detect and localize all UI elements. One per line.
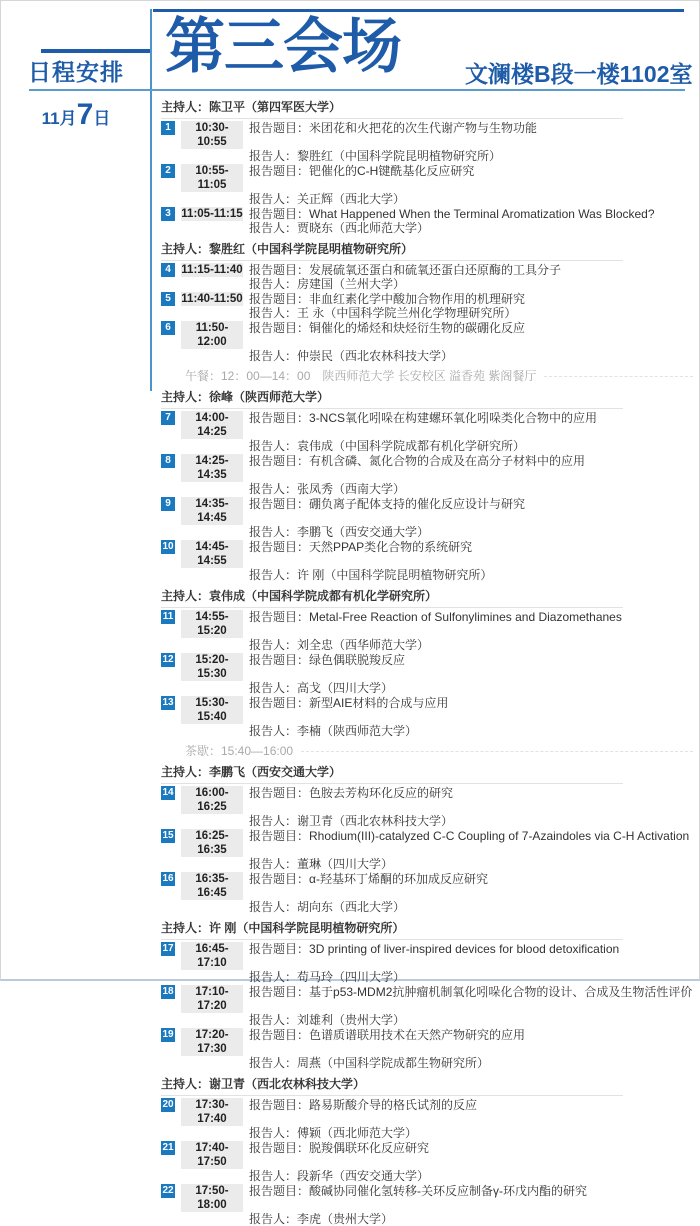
- talk-title: 基于p53-MDM2抗肿瘤机制氧化吲哚化合物的设计、合成及生物活性评价: [309, 985, 693, 999]
- talk-item: [161, 653, 693, 695]
- talk-number-badge: 8: [161, 454, 175, 468]
- talk-title-line: [249, 610, 693, 638]
- talk-item: [161, 872, 693, 914]
- chair-underline: [161, 939, 623, 940]
- break-label: 茶歇：15:40—16:00: [185, 744, 294, 758]
- talk-speaker-line: [249, 192, 693, 206]
- talk-speaker-line: [249, 857, 693, 871]
- talk-title: 色胺去芳构环化反应的研究: [309, 786, 454, 800]
- talk-speaker-prefix: 报告人：: [249, 192, 298, 206]
- talk-speaker-line: [249, 1013, 693, 1027]
- chair-label: 主持人：黎胜红（中国科学院昆明植物研究所）: [161, 242, 414, 256]
- talk-speaker-line: [249, 221, 693, 235]
- talk-title: α-羟基环丁烯酮的环加成反应研究: [309, 872, 488, 886]
- talk-speaker-prefix: 报告人：: [249, 221, 298, 235]
- talk-speaker-line: [249, 638, 693, 652]
- session-block: [161, 242, 693, 383]
- talk-item: [161, 292, 693, 320]
- talk-speaker: 许 刚（中国科学院昆明植物研究所）: [297, 568, 493, 582]
- talk-time: 14:45-14:55: [181, 540, 243, 568]
- talk-speaker-line: [249, 149, 693, 163]
- chair-underline: [161, 783, 623, 784]
- break-dashed-line: [301, 751, 693, 752]
- talk-speaker-prefix: 报告人：: [249, 681, 298, 695]
- talk-title-line: [249, 942, 693, 970]
- talk-speaker-line: [249, 439, 693, 453]
- talk-time: 11:05-11:15: [181, 208, 243, 220]
- talk-time: 16:00-16:25: [181, 786, 243, 814]
- talk-title-line: [249, 540, 693, 568]
- chair-underline: [161, 118, 623, 119]
- chair-underline: [161, 408, 623, 409]
- talk-time: 15:30-15:40: [181, 696, 243, 724]
- talk-time: 17:10-17:20: [181, 985, 243, 1013]
- talk-speaker-line: [249, 306, 693, 320]
- break-row: [161, 369, 693, 383]
- talk-item: [161, 411, 693, 453]
- chair-label: 主持人：陈卫平（第四军医大学）: [161, 100, 342, 114]
- talk-title: 色谱质谱联用技术在天然产物研究的应用: [309, 1028, 526, 1042]
- talk-title: 新型AIE材料的合成与应用: [309, 696, 449, 710]
- talk-time: 17:20-17:30: [181, 1028, 243, 1056]
- chair-underline: [161, 1095, 623, 1096]
- talk-number-badge: 4: [161, 263, 175, 277]
- talk-speaker: 贾晓东（西北师范大学）: [297, 221, 430, 235]
- date-month: 11月: [41, 109, 77, 128]
- talk-title-prefix: 报告题目：: [249, 872, 310, 886]
- talk-item: [161, 985, 693, 1027]
- talk-title: What Happened When the Terminal Aromatization Was Blocked?: [309, 207, 655, 221]
- talk-item: [161, 1141, 693, 1183]
- talk-number-badge: 22: [162, 1185, 174, 1196]
- schedule-sections: [161, 100, 693, 1226]
- session-block: [161, 100, 693, 235]
- talk-number-badge: 20: [162, 1099, 174, 1110]
- talk-speaker: 张凤秀（西南大学）: [297, 482, 406, 496]
- room-location: 文澜楼B段一楼1102室: [465, 61, 693, 87]
- talk-title-line: [249, 985, 693, 1013]
- talk-time: 14:55-15:20: [181, 610, 243, 638]
- talk-title-prefix: 报告题目：: [249, 263, 310, 277]
- talk-title-line: [249, 497, 693, 525]
- talk-title-line: [249, 829, 693, 857]
- talk-list: [161, 411, 693, 582]
- chair-row: [161, 100, 693, 115]
- talk-speaker-prefix: 报告人：: [249, 1126, 298, 1140]
- talk-list: [161, 610, 693, 738]
- talk-title-prefix: 报告题目：: [249, 653, 310, 667]
- talk-title-prefix: 报告题目：: [249, 411, 310, 425]
- date-label: [1, 98, 151, 132]
- talk-number-badge: 12: [162, 654, 174, 665]
- talk-list: [161, 1098, 693, 1226]
- talk-item: [161, 829, 693, 871]
- chair-label: 主持人：徐峰（陕西师范大学）: [161, 390, 330, 404]
- talk-item: [161, 321, 693, 363]
- header-underline: [29, 89, 685, 91]
- talk-time: 16:45-17:10: [181, 942, 243, 970]
- break-dashed-line: [544, 376, 693, 377]
- talk-item: [161, 1098, 693, 1140]
- date-day-suffix: 日: [93, 109, 111, 128]
- talk-time: 15:20-15:30: [181, 653, 243, 681]
- talk-speaker-line: [249, 1169, 693, 1183]
- talk-speaker-line: [249, 277, 693, 291]
- talk-list: [161, 942, 693, 1070]
- talk-speaker-prefix: 报告人：: [249, 724, 298, 738]
- talk-title-prefix: 报告题目：: [249, 292, 310, 306]
- talk-speaker-prefix: 报告人：: [249, 1013, 298, 1027]
- chair-row: [161, 242, 693, 257]
- talk-speaker-prefix: 报告人：: [249, 149, 298, 163]
- talk-item: [161, 696, 693, 738]
- talk-speaker: 周燕（中国科学院成都生物研究所）: [297, 1056, 490, 1070]
- talk-number-badge: 21: [162, 1142, 174, 1153]
- talk-speaker-line: [249, 681, 693, 695]
- talk-speaker-prefix: 报告人：: [249, 306, 298, 320]
- talk-time: 17:50-18:00: [181, 1184, 243, 1212]
- talk-title-line: [249, 321, 693, 349]
- talk-speaker: 黎胜红（中国科学院昆明植物研究所）: [297, 149, 502, 163]
- talk-number-badge: 17: [162, 943, 174, 954]
- talk-number-badge: 19: [162, 1029, 174, 1040]
- talk-item: [161, 263, 693, 291]
- chair-row: [161, 390, 693, 405]
- talk-speaker: 段新华（西安交通大学）: [297, 1169, 430, 1183]
- talk-speaker-prefix: 报告人：: [249, 857, 298, 871]
- talk-list: [161, 786, 693, 914]
- talk-title: 3-NCS氧化吲哚在构建螺环氧化吲哚类化合物中的应用: [309, 411, 598, 425]
- talk-speaker-prefix: 报告人：: [249, 900, 298, 914]
- break-label: 午餐：12：00—14：00 陕西师范大学 长安校区 溢香苑 紫阁餐厅: [185, 369, 537, 383]
- session-block: [161, 1077, 693, 1226]
- talk-number-badge: 13: [162, 697, 174, 708]
- talk-speaker: 董琳（四川大学）: [297, 857, 394, 871]
- talk-speaker: 傅颖（西北师范大学）: [297, 1126, 418, 1140]
- talk-title-line: [249, 1141, 693, 1169]
- talk-title-prefix: 报告题目：: [249, 454, 310, 468]
- talk-speaker-line: [249, 970, 693, 984]
- talk-speaker-prefix: 报告人：: [249, 568, 298, 582]
- talk-speaker-prefix: 报告人：: [249, 638, 298, 652]
- talk-speaker: 房建国（兰州大学）: [297, 277, 406, 291]
- talk-number-badge: 6: [161, 321, 175, 335]
- talk-speaker-line: [249, 482, 693, 496]
- talk-speaker: 仲崇民（西北农林科技大学）: [297, 349, 454, 363]
- talk-speaker: 袁伟成（中国科学院成都有机化学研究所）: [297, 439, 526, 453]
- talk-number-badge: 2: [161, 164, 175, 178]
- talk-number-badge: 11: [162, 611, 174, 622]
- talk-title-prefix: 报告题目：: [249, 696, 310, 710]
- talk-item: [161, 1184, 693, 1226]
- talk-title-line: [249, 121, 693, 149]
- talk-title-line: [249, 292, 693, 306]
- talk-title: 米团花和火把花的次生代谢产物与生物功能: [309, 121, 538, 135]
- talk-title-prefix: 报告题目：: [249, 321, 310, 335]
- talk-item: [161, 164, 693, 206]
- talk-title: 绿色偶联脱羧反应: [309, 653, 406, 667]
- venue-title: 第三会场: [165, 13, 401, 80]
- talk-title-prefix: 报告题目：: [249, 1028, 310, 1042]
- session-block: [161, 390, 693, 582]
- talk-title: 脱羧偶联环化反应研究: [309, 1141, 430, 1155]
- talk-title: 路易斯酸介导的格氏试剂的反应: [309, 1098, 478, 1112]
- talk-title-prefix: 报告题目：: [249, 1184, 310, 1198]
- talk-title-prefix: 报告题目：: [249, 540, 310, 554]
- talk-number-badge: 9: [161, 497, 175, 511]
- chair-underline: [161, 260, 623, 261]
- date-day: 7: [76, 98, 94, 131]
- talk-title-line: [249, 411, 693, 439]
- talk-speaker: 李楠（陕西师范大学）: [297, 724, 418, 738]
- talk-speaker-prefix: 报告人：: [249, 349, 298, 363]
- talk-speaker: 胡向东（西北大学）: [297, 900, 406, 914]
- talk-time: 16:25-16:35: [181, 829, 243, 857]
- talk-title: Metal-Free Reaction of Sulfonylimines and Diazomethanes: [309, 610, 622, 624]
- talk-title-line: [249, 454, 693, 482]
- talk-number-badge: 15: [162, 830, 174, 841]
- talk-time: 14:00-14:25: [181, 411, 243, 439]
- talk-list: [161, 121, 693, 235]
- talk-speaker: 高戈（四川大学）: [297, 681, 394, 695]
- talk-item: [161, 1028, 693, 1070]
- chair-underline: [161, 607, 623, 608]
- talk-speaker: 李鹏飞（西安交通大学）: [297, 525, 430, 539]
- talk-speaker-prefix: 报告人：: [249, 525, 298, 539]
- talk-title-prefix: 报告题目：: [249, 1141, 310, 1155]
- talk-speaker-line: [249, 724, 693, 738]
- chair-row: [161, 765, 693, 780]
- talk-speaker: 苟马玲（四川大学）: [297, 970, 406, 984]
- talk-speaker-prefix: 报告人：: [249, 439, 298, 453]
- talk-title: 钯催化的C-H键酰基化反应研究: [309, 164, 475, 178]
- talk-title-prefix: 报告题目：: [249, 942, 310, 956]
- talk-speaker: 刘雄利（贵州大学）: [297, 1013, 406, 1027]
- chair-row: [161, 921, 693, 936]
- chair-row: [161, 589, 693, 604]
- talk-speaker-prefix: 报告人：: [249, 482, 298, 496]
- talk-title: 非血红素化学中酸加合物作用的机理研究: [309, 292, 526, 306]
- talk-time: 11:40-11:50: [181, 293, 243, 305]
- talk-item: [161, 942, 693, 984]
- talk-title-line: [249, 1098, 693, 1126]
- talk-speaker-line: [249, 1212, 693, 1226]
- talk-list: [161, 263, 693, 363]
- talk-speaker: 王 永（中国科学院兰州化学物理研究所）: [297, 306, 517, 320]
- talk-speaker: 李虎（贵州大学）: [297, 1212, 394, 1226]
- talk-title-line: [249, 1184, 693, 1212]
- chair-label: 主持人：李鹏飞（西安交通大学）: [161, 765, 342, 779]
- talk-time: 10:55-11:05: [181, 164, 243, 192]
- talk-title: 天然PPAP类化合物的系统研究: [309, 540, 473, 554]
- talk-title-prefix: 报告题目：: [249, 497, 310, 511]
- talk-title-line: [249, 653, 693, 681]
- talk-time: 11:50-12:00: [181, 321, 243, 349]
- talk-title-line: [249, 164, 693, 192]
- talk-speaker-prefix: 报告人：: [249, 1212, 298, 1226]
- talk-title-line: [249, 786, 693, 814]
- talk-title-line: [249, 696, 693, 724]
- talk-title: 硼负离子配体支持的催化反应设计与研究: [309, 497, 526, 511]
- talk-number-badge: 3: [161, 207, 175, 221]
- talk-number-badge: 18: [162, 986, 174, 997]
- talk-item: [161, 610, 693, 652]
- talk-title-prefix: 报告题目：: [249, 985, 310, 999]
- talk-time: 14:35-14:45: [181, 497, 243, 525]
- talk-speaker-line: [249, 814, 693, 828]
- talk-title: 发展硫氧还蛋白和硫氧还蛋白还原酶的工具分子: [309, 263, 562, 277]
- talk-title-line: [249, 207, 693, 221]
- talk-speaker-line: [249, 1056, 693, 1070]
- talk-item: [161, 121, 693, 163]
- talk-speaker-prefix: 报告人：: [249, 814, 298, 828]
- talk-speaker-line: [249, 1126, 693, 1140]
- talk-title-prefix: 报告题目：: [249, 610, 310, 624]
- session-block: [161, 921, 693, 1070]
- talk-time: 17:40-17:50: [181, 1141, 243, 1169]
- talk-time: 11:15-11:40: [181, 264, 243, 276]
- talk-number-badge: 14: [162, 787, 174, 798]
- talk-time: 10:30-10:55: [181, 121, 243, 149]
- talk-title: 3D printing of liver-inspired devices for blood detoxification: [309, 942, 620, 956]
- talk-speaker: 关正辉（西北大学）: [297, 192, 406, 206]
- talk-item: [161, 540, 693, 582]
- chair-label: 主持人：谢卫青（西北农林科技大学）: [161, 1077, 366, 1091]
- talk-speaker-prefix: 报告人：: [249, 277, 298, 291]
- session-block: [161, 765, 693, 914]
- schedule-label: 日程安排: [28, 59, 124, 85]
- talk-speaker-line: [249, 349, 693, 363]
- talk-speaker-line: [249, 568, 693, 582]
- talk-speaker: 谢卫青（西北农林科技大学）: [297, 814, 454, 828]
- talk-speaker: 刘全忠（西华师范大学）: [297, 638, 430, 652]
- talk-speaker-line: [249, 525, 693, 539]
- talk-speaker-line: [249, 900, 693, 914]
- talk-number-badge: 7: [161, 411, 175, 425]
- talk-number-badge: 1: [161, 121, 175, 135]
- talk-time: 17:30-17:40: [181, 1098, 243, 1126]
- talk-number-badge: 5: [161, 292, 175, 306]
- talk-title: 铜催化的烯烃和炔烃衍生物的碳硼化反应: [309, 321, 526, 335]
- talk-item: [161, 454, 693, 496]
- header-accent-bar-left: [41, 49, 151, 53]
- chair-label: 主持人：袁伟成（中国科学院成都有机化学研究所）: [161, 589, 438, 603]
- talk-time: 16:35-16:45: [181, 872, 243, 900]
- talk-number-badge: 10: [162, 541, 174, 552]
- talk-item: [161, 207, 693, 235]
- talk-title: 有机含磷、氮化合物的合成及在高分子材料中的应用: [309, 454, 586, 468]
- chair-row: [161, 1077, 693, 1092]
- talk-item: [161, 786, 693, 828]
- talk-speaker-prefix: 报告人：: [249, 1169, 298, 1183]
- talk-title-line: [249, 263, 693, 277]
- talk-title-prefix: 报告题目：: [249, 1098, 310, 1112]
- talk-speaker-prefix: 报告人：: [249, 1056, 298, 1070]
- talk-number-badge: 16: [162, 873, 174, 884]
- chair-label: 主持人：许 刚（中国科学院昆明植物研究所）: [161, 921, 405, 935]
- talk-title-line: [249, 872, 693, 900]
- talk-title-prefix: 报告题目：: [249, 164, 310, 178]
- talk-title-line: [249, 1028, 693, 1056]
- talk-title-prefix: 报告题目：: [249, 121, 310, 135]
- talk-title-prefix: 报告题目：: [249, 829, 310, 843]
- session-block: [161, 589, 693, 758]
- talk-item: [161, 497, 693, 539]
- talk-title-prefix: 报告题目：: [249, 207, 310, 221]
- talk-title-prefix: 报告题目：: [249, 786, 310, 800]
- break-row: [161, 744, 693, 758]
- talk-speaker-prefix: 报告人：: [249, 970, 298, 984]
- talk-title: 酸碱协同催化氢转移-关环反应制备γ-环戊内酯的研究: [309, 1184, 588, 1198]
- talk-time: 14:25-14:35: [181, 454, 243, 482]
- talk-title: Rhodium(III)-catalyzed C-C Coupling of 7-Azaindoles via C-H Activation: [309, 829, 690, 843]
